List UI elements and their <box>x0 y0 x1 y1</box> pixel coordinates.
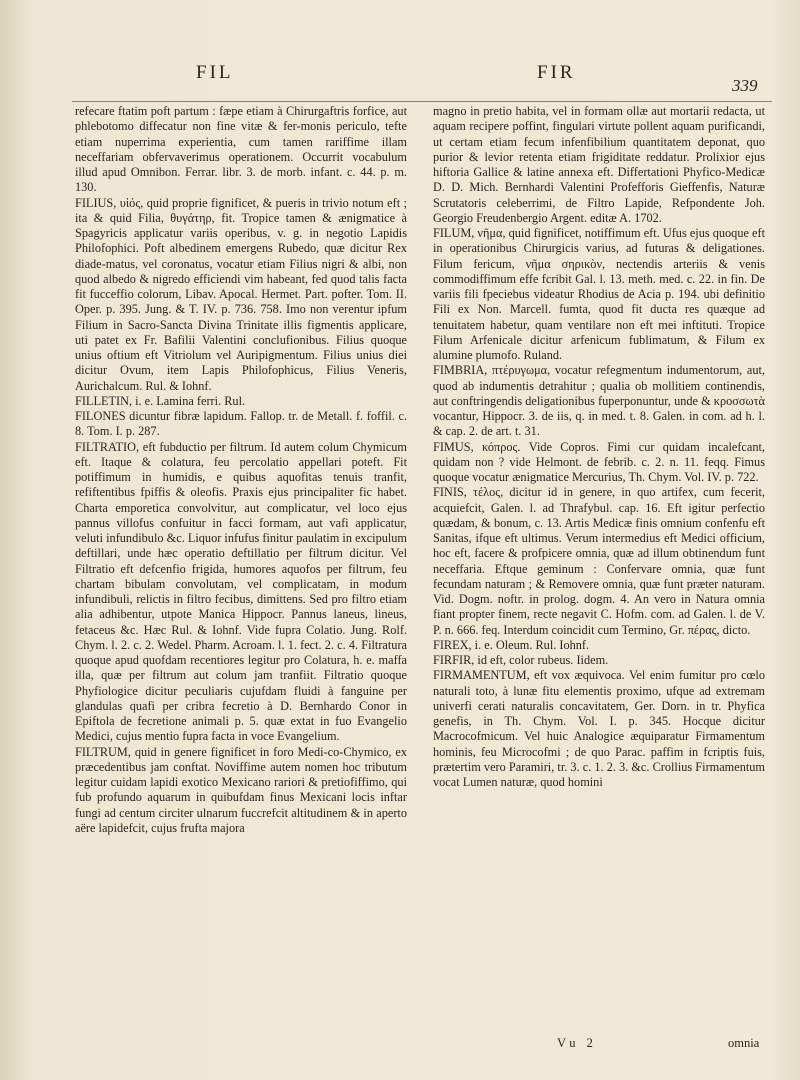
left-running-head: FIL <box>196 62 234 83</box>
entry-finis: FINIS, τέλος, dicitur id in genere, in quo artifex, cum fecerit, acquiefcit, Galen. l. ad Thrafybul. cap. 16. Eft igitur perfectio quædam, & bonum, c. 13. Artis Medicæ finis omnium confenfu eft Sanitas, ifque eft ultimus. Verum intermedius eft Medici officium, hoc eft, facere & profpicere omnia, quæ ad illum obtinendum funt neceffaria. Eftque geminum : Confervare omnia, quæ funt fecundam naturam ; & Removere omnia, quæ funt præter naturam. Vid. Dogm. noftr. in prolog. dogm. 4. An vero in Natura omnia fiant propter finem, recte negavit C. Hofm. com. ad Galen. l. de V. P. n. 666. feq. Interdum coincidit cum Termino, Gr. πέρας, dicto. <box>433 485 765 637</box>
entry-filius: FILIUS, υἱός, quid proprie fignificet, & pueris in trivio notum eft ; ita & quid Filia, θυγάτηρ, fit. Tropice tamen & ænigmatice à Spagyricis applicatur variis operibus, v. g. in negotio Lapidis Philofophici. Poft albedinem emergens Rubedo, quæ dicitur Rex diade-matus, vel coronatus, vocatur etiam Filius nigri & albi, non quod albedo & nigredo efficiendi vim habeant, fed quod talis facta fit fucceffio colorum, Libav. Apocal. Hermet. Part. pofter. Tom. II. Oper. p. 395. Jung. & T. IV. p. 736. 758. Imo non verentur ipfum Filium in Sacro-Sancta Divina Trinitate illis figmentis applicare, uti patet ex Fr. Bafilii Valentini conclufionibus. Filius quoque unius oftium eft Vitriolum vel Auripigmentum. Filius unius diei dicitur Ovum, item Lapis Philofophicus, Filius Veneris, Aurichalcum. Rul. & Iohnf. <box>75 195 407 393</box>
entry-fimbria: FIMBRIA, πτέρυγωμα, vocatur refegmentum indumentorum, aut, quod ab indumentis detrahitur ; qualia ob mollitiem continendis, aut conftringendis deligationibus fuperponuntur, unde & κροσσωτὰ vocantur, Hippocr. 3. de iis, q. in med. t. 8. Galen. in com. ad h. l. & cap. 2. de art. t. 31. <box>433 363 765 439</box>
right-running-head: FIR <box>537 62 576 83</box>
page-footer <box>0 1036 800 1054</box>
entry-firex: FIREX, i. e. Oleum. Rul. Iohnf. <box>433 637 590 652</box>
entry-firmamentum: FIRMAMENTUM, eft vox æquivoca. Vel enim fumitur pro cœlo naturali toto, à lunæ fitu elementis proximo, ufque ad extremam univerfi cerati naturalis concavitatem, Ger. Dorn. in tr. Phyfica genefis, in Th. Chym. Vol. I. p. 345. Hocque dicitur Macrocofmicum. Vel huic Analogice æquiparatur Firmamentum hominis, feu Microcofmi ; de quo Parac. paffim in fcriptis fuis, prætertim vero Paramiri, tr. 3. c. 1. 2. 3. &c. Crollius Firmamentum vocat Lumen naturæ, quod homini <box>433 668 765 789</box>
entry-fimus: FIMUS, κόπρος. Vide Copros. Fimi cur quidam incalefcant, quidam non ? vide Helmont. de febrib. c. 2. n. 11. feqq. Fimus quoque vocatur ænigmatice Mercurius, Th. Chym. Vol. IV. p. 722. <box>433 439 765 484</box>
entry-firfir: FIRFIR, id eft, color rubeus. Iidem. <box>433 653 609 667</box>
right-column <box>433 104 765 1054</box>
entry-filum: FILUM, νῆμα, quid fignificet, notiffimum eft. Ufus ejus quoque eft in operationibus Chirurgicis varius, ad futuras & deligationes. Filum fericum, νῆμα σηρικὸν, nectendis arteriis & venis commodiffimum effe fcribit Gal. l. 13. meth. med. c. 22. in fin. De variis fili fpeciebus videatur Rhodius de Acia p. 194. ubi definitio Fili ex Non. Marcell. fumta, quod fit ducta res quæque ad tenuitatem habetur, quam ventilare non eft mei inftituti. Tropice Filum Arfenicale dicitur arfenicum fublimatum, & Filum ex alumine plumofo. Ruland. <box>433 226 765 362</box>
entry-paragraph: magno in pretio habita, vel in formam ollæ aut mortarii redacta, ut aquam recipere poffint, fingulari virtute pollent aquam purificandi, ut certam etiam fecum infenfibilium quantitatem deponat, quo purior & levior retenta etiam frigiditate reddatur. Prolixior ejus hiftoria Gallice & latine annexa eft. Differtationi Phyfico-Medicæ D. D. Mich. Bernhardi Valentini Profefforis Gieffenfis, Naturæ Scrutatoris celeberrimi, de Filtro Lapide, Refpondente Joh. Georgio Freudenbergio Argent. editæ A. 1702. <box>433 104 765 225</box>
header-rule <box>72 101 772 102</box>
entry-filletin: FILLETIN, i. e. Lamina ferri. Rul. <box>75 393 246 408</box>
entry-paragraph: refecare ftatim poft partum : fæpe etiam à Chirurgaftris forfice, aut phlebotomo diffecatur non fine vitæ & fer-monis periculo, tefte etiam nuperrima experientia, cum tamen rariffime illam neceffariam obfervaverimus operationem. Occurrit vocabulum illud apud Omnibon. Ferrar. libr. 3. de morb. infant. c. 44. p. m. 130. <box>75 104 407 195</box>
catchword: omnia <box>728 1036 760 1050</box>
running-head <box>0 62 800 95</box>
signature-mark: Vu 2 <box>557 1036 597 1050</box>
entry-filtratio: FILTRATIO, eft fubductio per filtrum. Id autem colum Chymicum eft. Itaque & colatura, feu percolatio appellari poteft. Fit potiffimum in humidis, e quibus aquofitas tenuis tranfit, refiftentibus fpiffis & oleofis. Praxis ejus principaliter fic habet. Charta emporetica convolvitur, aut complicatur, vel loco ejus pannus villofus confuitur in facci formam, aut vafi applicatur, veluti infundibulo &c. Liquor infufus finitur paulatim in excipulum deftillari, unde hæc operatio deftillatio per filtrum dicitur. Vel Filtratio eft defcenfio frigida, humores aquofos per filtrum, feu chartam bibulam convolutam, vel complicatam, in modum infundibuli, relictis in filtro fecibus, dimittens. Sed pro filtro etiam alia adhibentur, utpote Manica Hippocr. Pannus laneus, lineus, fetaceus &c. Hæc Rul. & Iohnf. Vide fupra Colatio. Jung. Rolf. Chym. l. 2. c. 2. Wedel. Pharm. Acroam. l. 1. fect. 2. c. 4. Filtratura quoque apud quofdam recentiores legitur pro Colatura, h. e. maffa illa, quæ per filtrum aut colum jam tranfiit. Filtratio quoque Phyfiologice dicitur peculiaris cujufdam fluidi à fanguine per glandulas quafi per cribra fecretio à D. Bernhardo Conor in Epiftola de fecretione animali p. 5. quæ extat in fuo Evangelio Medici, cujus mentio fupra facta in voce Evangelium. <box>75 439 407 744</box>
left-column <box>75 104 407 1054</box>
entry-filtrum: FILTRUM, quid in genere fignificet in foro Medi-co-Chymico, ex præcedentibus jam conftat. Noviffime autem nomen hoc tributum legitur cuidam lapidi exotico Mexicano rariori & pretiofiffimo, qui fub profundo aquarum in quibufdam finus Mexicani locis inftar fungi ad centum circiter ulnarum fuccrefcit altitudinem & in aperto aëre lapidefcit, cujus frufta majora <box>75 744 407 835</box>
entry-filones: FILONES dicuntur fibræ lapidum. Fallop. tr. de Metall. f. foffil. c. 8. Tom. I. p. 287. <box>75 409 407 439</box>
page-number: 339 <box>732 76 758 95</box>
